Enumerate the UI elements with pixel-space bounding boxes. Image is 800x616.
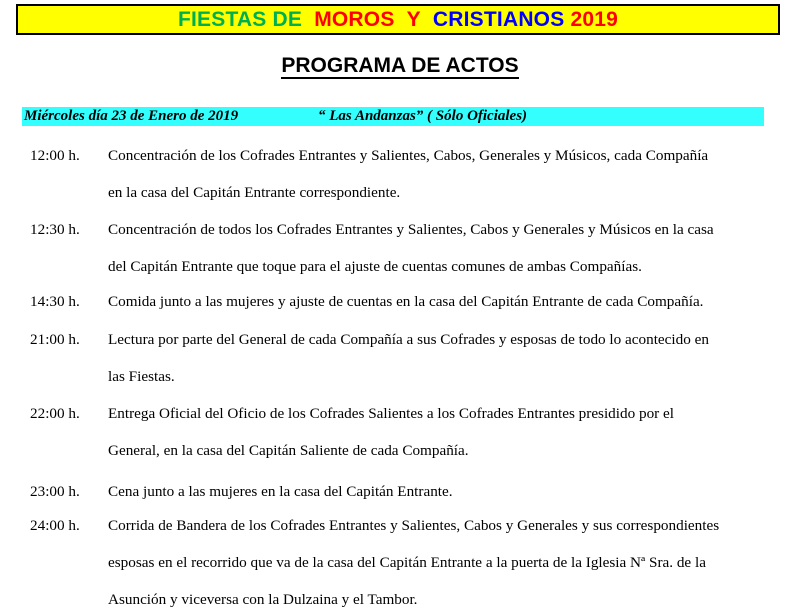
schedule-description-line: Cena junto a las mujeres en la casa del Capitán Entrante.: [108, 483, 453, 500]
schedule-time: 23:00 h.: [30, 483, 80, 500]
banner-text-y: Y: [406, 7, 421, 31]
schedule-description-line: Concentración de los Cofrades Entrantes y Salientes, Cabos, Generales y Músicos, cada Compañía: [108, 147, 709, 164]
schedule-description-line: Concentración de todos los Cofrades Entrantes y Salientes, Cabos y Generales y Músicos en la casa: [108, 221, 714, 238]
schedule-description-line: Lectura por parte del General de cada Compañía a sus Cofrades y esposas de todo lo acontecido en: [108, 331, 709, 348]
schedule-time: 14:30 h.: [30, 293, 80, 310]
banner-text-cristianos: CRISTIANOS: [432, 7, 565, 31]
day-header-band: [22, 107, 764, 126]
festival-banner: [16, 4, 780, 35]
schedule-description-line: las Fiestas.: [108, 368, 175, 385]
schedule-description-line: Entrega Oficial del Oficio de los Cofrades Salientes a los Cofrades Entrantes presidido por el: [108, 405, 674, 422]
banner-text-year: 2019: [570, 7, 619, 31]
page-title: [0, 54, 800, 78]
day-event-name: “ Las Andanzas” ( Sólo Oficiales): [318, 108, 528, 124]
day-date: Miércoles día 23 de Enero de 2019: [24, 108, 239, 124]
schedule-description-line: Corrida de Bandera de los Cofrades Entrantes y Salientes, Cabos y Generales y sus correspondientes: [108, 517, 720, 534]
schedule-description-line: en la casa del Capitán Entrante correspondiente.: [108, 184, 401, 201]
schedule-time: 12:00 h.: [30, 147, 80, 164]
schedule-time: 24:00 h.: [30, 517, 80, 534]
schedule-description-line: Asunción y viceversa con la Dulzaina y el Tambor.: [108, 591, 418, 608]
banner-text-moros: MOROS: [314, 7, 395, 31]
schedule-time: 21:00 h.: [30, 331, 80, 348]
schedule-description-line: Comida junto a las mujeres y ajuste de cuentas en la casa del Capitán Entrante de cada Compañía.: [108, 293, 704, 310]
schedule-time: 12:30 h.: [30, 221, 80, 238]
schedule-description-line: esposas en el recorrido que va de la casa del Capitán Entrante a la puerta de la Iglesia Nª Sra. de la: [108, 554, 706, 571]
schedule-time: 22:00 h.: [30, 405, 80, 422]
schedule-description-line: General, en la casa del Capitán Saliente de cada Compañía.: [108, 442, 469, 459]
banner-text-fiestas: FIESTAS DE: [177, 7, 309, 31]
schedule-description-line: del Capitán Entrante que toque para el ajuste de cuentas comunes de ambas Compañías.: [108, 258, 642, 275]
page-title-text: PROGRAMA DE ACTOS: [281, 54, 519, 77]
